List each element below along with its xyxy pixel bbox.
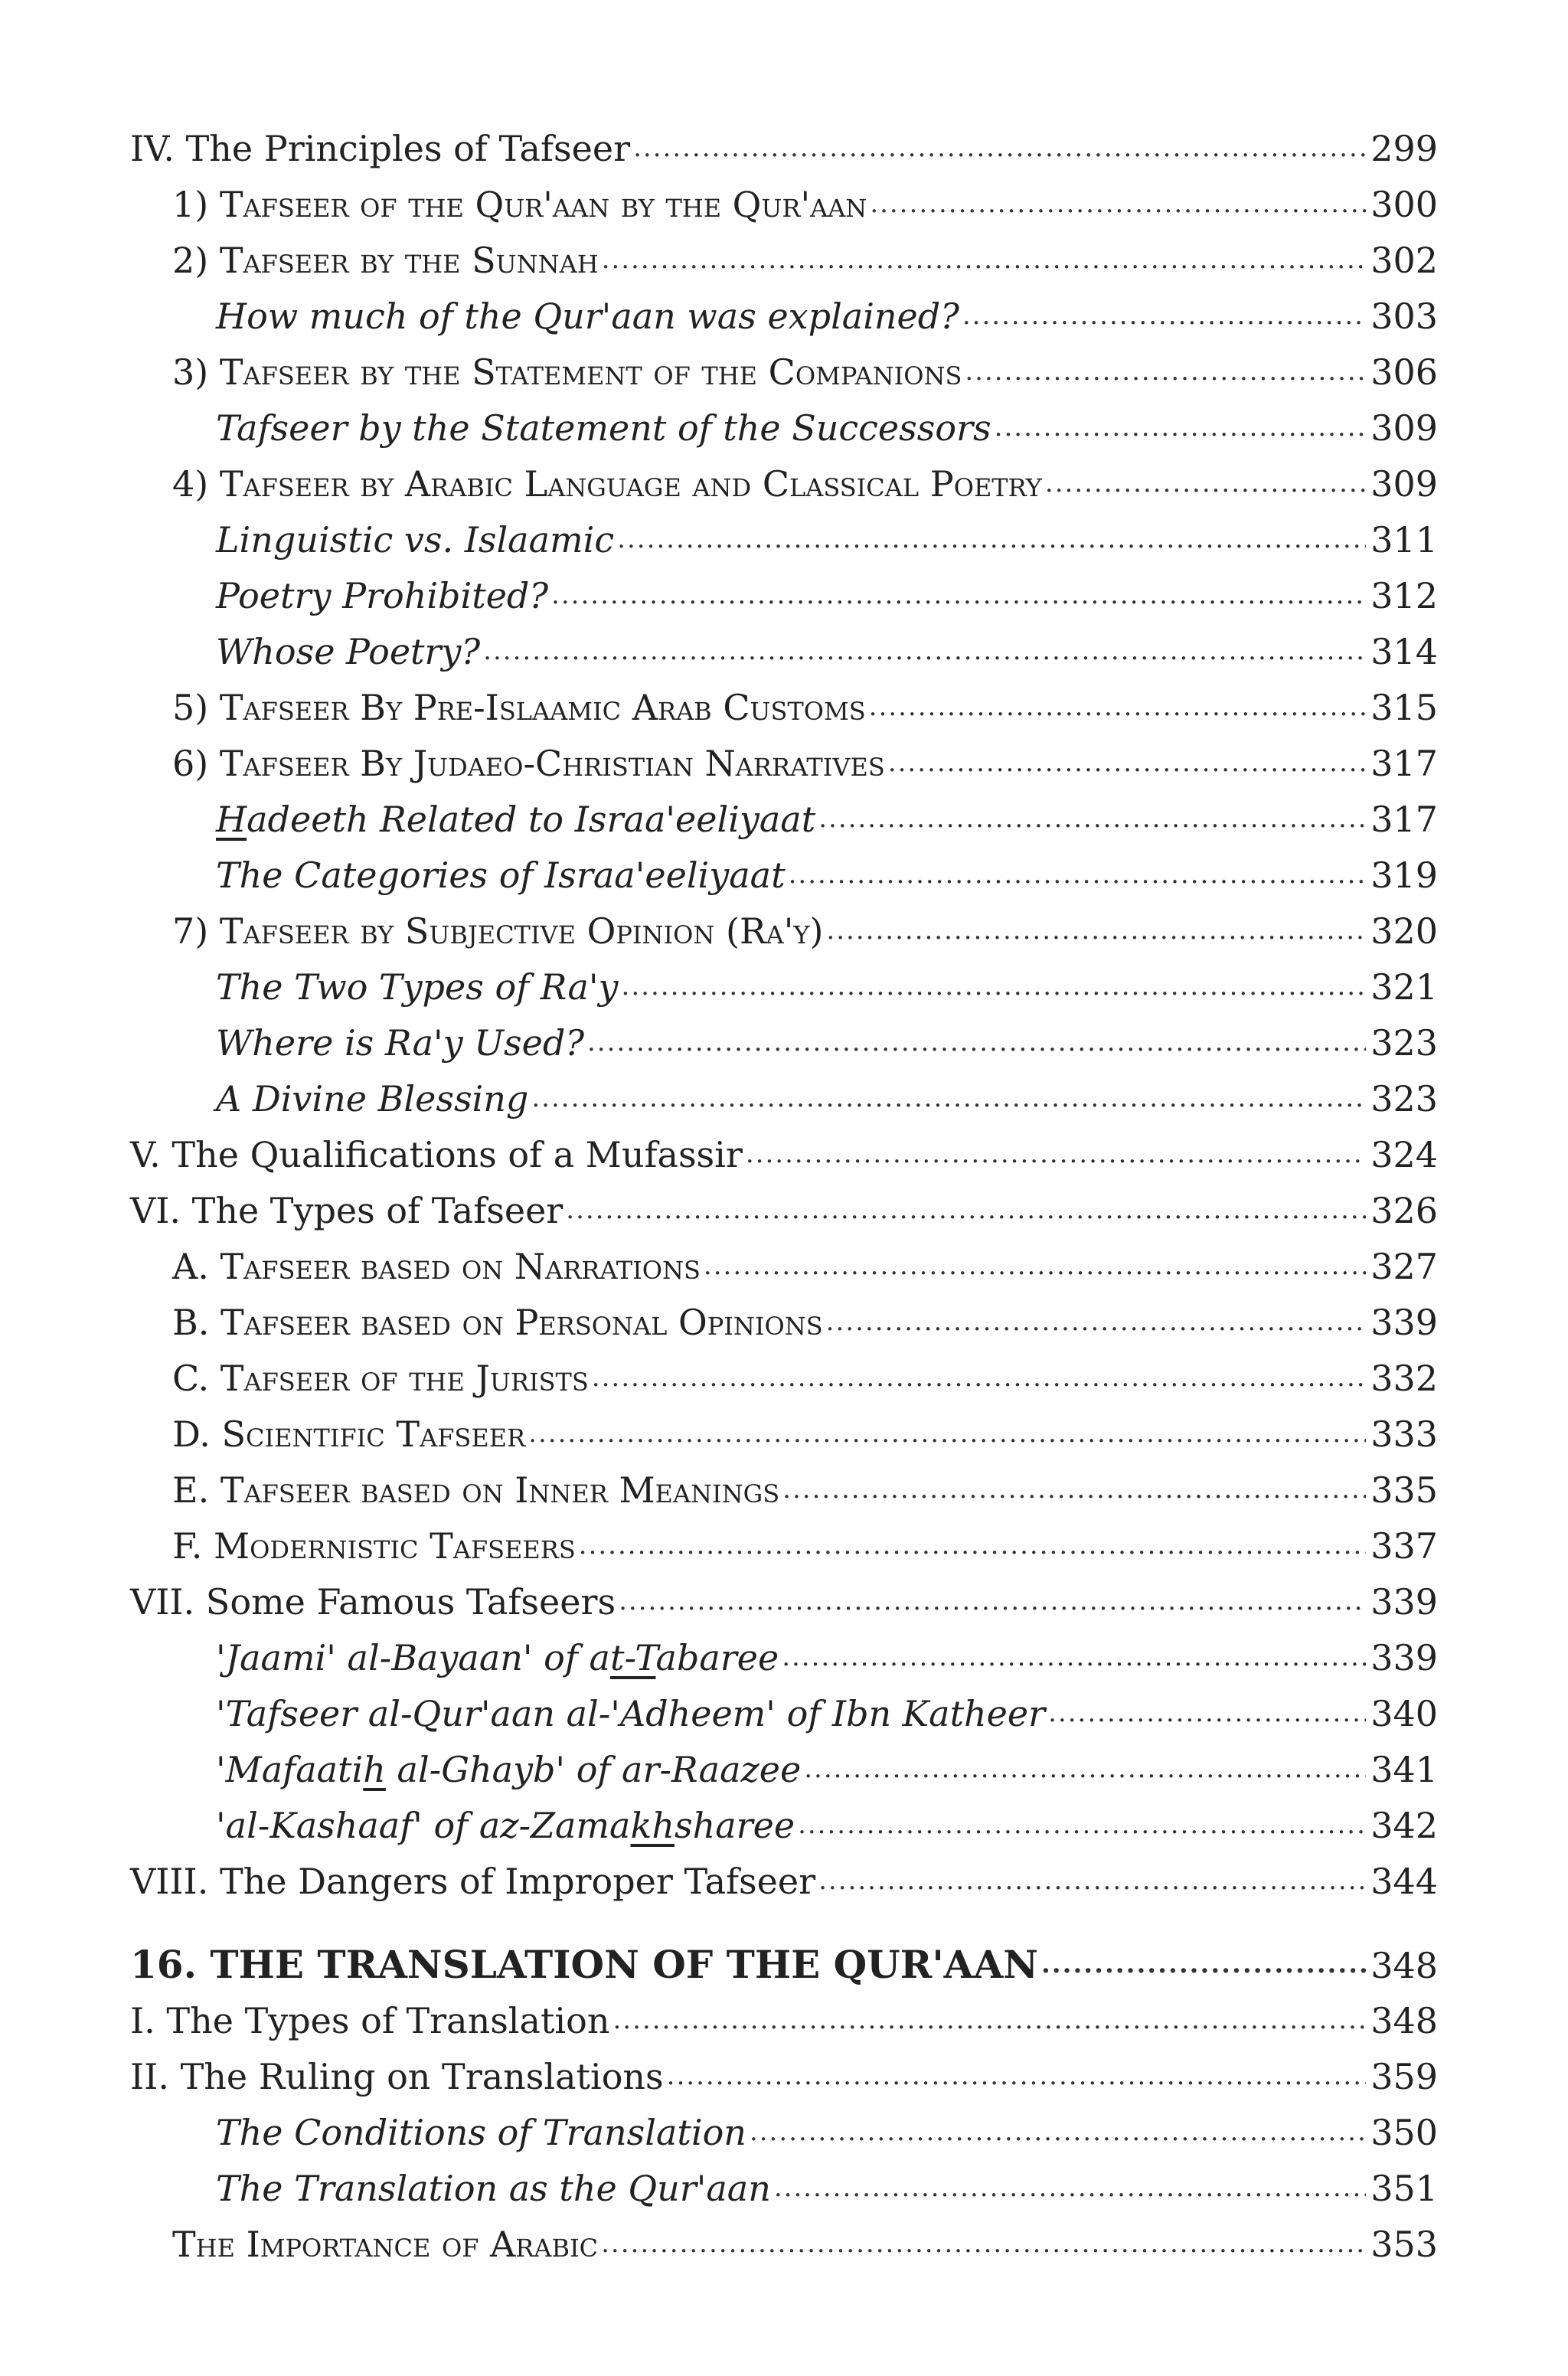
toc-page-number: 320 <box>1370 910 1438 952</box>
toc-entry <box>172 685 1438 730</box>
toc-entry-title <box>216 1635 779 1681</box>
toc-entry-title: Whose Poetry? <box>216 631 481 672</box>
toc-entry-title: IV. The Principles of Tafseer <box>130 128 631 169</box>
toc-entry-title: The Conditions of Translation <box>216 2112 746 2153</box>
toc-page-number: 309 <box>1370 463 1438 505</box>
toc-entry-title: D. Scientific Tafseer <box>172 1414 526 1455</box>
toc-page-number: 344 <box>1370 1861 1438 1902</box>
toc-entry <box>216 964 1438 1010</box>
dot-leader <box>870 191 1366 217</box>
toc-entry-title: 6) Tafseer By Judaeo-Christian Narratives <box>172 743 885 784</box>
dot-leader <box>798 1812 1366 1838</box>
toc-entry-title: F. Modernistic Tafseers <box>172 1525 576 1567</box>
toc-entry-title: 1) Tafseer of the Qur'aan by the Qur'aan <box>172 184 867 225</box>
dot-leader <box>826 1309 1367 1335</box>
dot-leader <box>774 2175 1366 2201</box>
toc-entry-title: B. Tafseer based on Personal Opinions <box>172 1302 823 1343</box>
dot-leader <box>789 861 1367 887</box>
dot-leader <box>746 1141 1366 1167</box>
toc-page-number: 340 <box>1370 1693 1438 1734</box>
toc-entry-title: I. The Types of Translation <box>130 2000 610 2041</box>
toc-entry-title <box>216 1747 801 1793</box>
chapter-title: 16. THE TRANSLATION OF THE QUR'AAN <box>130 1942 1038 1987</box>
toc-page-number: 359 <box>1370 2056 1438 2097</box>
toc-entry-title: Poetry Prohibited? <box>216 575 549 616</box>
toc-page-number: 303 <box>1370 296 1438 337</box>
toc-entry <box>172 740 1438 786</box>
transliteration-underline: H <box>216 799 247 840</box>
toc-entry <box>130 1188 1438 1234</box>
dot-leader <box>750 2119 1366 2145</box>
toc-page-number: 312 <box>1370 575 1438 616</box>
toc-entry <box>216 1020 1438 1066</box>
dot-leader <box>962 302 1366 328</box>
dot-leader <box>704 1253 1366 1279</box>
transliteration-underline: t-T <box>609 1637 656 1678</box>
toc-entry <box>216 1802 1438 1848</box>
dot-leader <box>633 135 1366 161</box>
toc-entry <box>130 1579 1438 1625</box>
toc-entry-title: The Categories of Israa'eeliyaat <box>216 855 786 896</box>
dot-leader <box>782 1476 1366 1502</box>
toc-entry <box>216 629 1438 675</box>
toc-page-number: 348 <box>1370 1945 1438 1986</box>
toc-entry-title: Where is Ra'y Used? <box>216 1022 584 1064</box>
dot-leader <box>1041 1951 1366 1977</box>
toc-entry <box>130 1132 1438 1178</box>
toc-page-number: 319 <box>1370 855 1438 896</box>
toc-page-number: 335 <box>1370 1469 1438 1511</box>
dot-leader <box>592 1364 1366 1391</box>
toc-entry-title: A Divine Blessing <box>216 1078 529 1119</box>
dot-leader <box>826 917 1366 943</box>
toc-entry-title: A. Tafseer based on Narrations <box>172 1246 701 1287</box>
toc-page-number: 353 <box>1370 2224 1438 2265</box>
toc-page-number: 299 <box>1370 128 1438 169</box>
toc-entry <box>130 2054 1438 2100</box>
toc-entry-title: 3) Tafseer by the Statement of the Companions <box>172 351 962 393</box>
title-part: 'al-Kashaaf' of az-Zama <box>216 1805 631 1846</box>
dot-leader <box>579 1532 1366 1558</box>
toc-entry-title: V. The Qualifications of a Mufassir <box>130 1134 743 1175</box>
dot-leader <box>888 750 1366 776</box>
dot-leader <box>869 694 1367 720</box>
toc-entry <box>216 1076 1438 1122</box>
toc-entry <box>130 1858 1438 1904</box>
dot-leader <box>566 1197 1366 1223</box>
toc-entry <box>216 573 1438 619</box>
transliteration-underline: h <box>363 1749 386 1790</box>
table-of-contents <box>0 115 1568 2351</box>
transliteration-underline: kh <box>630 1805 675 1846</box>
toc-entry <box>172 1355 1438 1401</box>
toc-entry <box>216 293 1438 339</box>
toc-entry <box>172 1523 1438 1569</box>
toc-entry-title: The Importance of Arabic <box>172 2224 599 2265</box>
toc-page-number: 337 <box>1370 1525 1438 1567</box>
dot-leader <box>965 358 1366 384</box>
dot-leader <box>622 973 1367 999</box>
toc-page-number: 323 <box>1370 1022 1438 1064</box>
toc-entry-title: 5) Tafseer By Pre-Islaamic Arab Customs <box>172 687 866 728</box>
dot-leader <box>531 1085 1366 1111</box>
toc-page-number: 326 <box>1370 1190 1438 1231</box>
toc-page-number: 314 <box>1370 631 1438 672</box>
toc-page-number: 321 <box>1370 966 1438 1008</box>
title-part: sharee <box>674 1805 795 1846</box>
toc-entry <box>172 349 1438 395</box>
toc-entry <box>216 1747 1438 1793</box>
dot-leader <box>1048 1700 1366 1726</box>
toc-entry <box>172 1467 1438 1513</box>
toc-page-number: 317 <box>1370 799 1438 840</box>
toc-page-number: 300 <box>1370 184 1438 225</box>
toc-entry <box>172 237 1438 283</box>
toc-entry <box>130 1998 1438 2044</box>
toc-entry <box>216 405 1438 451</box>
toc-entry <box>172 1299 1438 1345</box>
title-part: 'Jaami' al-Bayaan' of a <box>216 1637 610 1678</box>
toc-page-number: 311 <box>1370 519 1438 561</box>
toc-page-number: 309 <box>1370 407 1438 449</box>
toc-entry <box>172 1244 1438 1289</box>
toc-entry <box>216 1691 1438 1737</box>
dot-leader <box>619 1588 1366 1614</box>
dot-leader <box>612 2007 1366 2033</box>
dot-leader <box>667 2063 1367 2089</box>
toc-page-number: 339 <box>1370 1581 1438 1623</box>
dot-leader <box>587 1029 1366 1055</box>
toc-entry <box>216 796 1438 842</box>
toc-entry-title: VII. Some Famous Tafseers <box>130 1581 616 1623</box>
toc-entry-title: E. Tafseer based on Inner Meanings <box>172 1469 780 1511</box>
toc-entry-title: C. Tafseer of the Jurists <box>172 1358 589 1399</box>
toc-entry-title: Linguistic vs. Islaamic <box>216 519 615 561</box>
toc-entry-title: Tafseer by the Statement of the Successors <box>216 407 991 449</box>
toc-entry-title: II. The Ruling on Translations <box>130 2056 664 2097</box>
toc-entry-title <box>216 1802 795 1848</box>
toc-entry-title: 'Tafseer al-Qur'aan al-'Adheem' of Ibn Katheer <box>216 1693 1046 1734</box>
toc-page-number: 351 <box>1370 2168 1438 2209</box>
toc-entry <box>172 181 1438 227</box>
dot-leader <box>804 1756 1366 1782</box>
toc-page-number: 302 <box>1370 240 1438 281</box>
toc-entry <box>216 852 1438 898</box>
toc-entry <box>172 908 1438 954</box>
chapter-heading <box>130 1942 1438 1988</box>
toc-page-number: 323 <box>1370 1078 1438 1119</box>
toc-page-number: 350 <box>1370 2112 1438 2153</box>
toc-entry-title: The Translation as the Qur'aan <box>216 2168 771 2209</box>
toc-page-number: 315 <box>1370 687 1438 728</box>
toc-entry <box>172 2221 1438 2267</box>
toc-entry-title: The Two Types of Ra'y <box>216 966 619 1008</box>
toc-page-number: 342 <box>1370 1805 1438 1846</box>
toc-entry-title: VIII. The Dangers of Improper Tafseer <box>130 1861 816 1902</box>
toc-page-number: 327 <box>1370 1246 1438 1287</box>
toc-page-number: 341 <box>1370 1749 1438 1790</box>
toc-entry <box>216 1635 1438 1681</box>
title-part: 'Mafaati <box>216 1749 364 1790</box>
dot-leader <box>528 1420 1366 1446</box>
title-part: adeeth Related to Israa'eeliyaat <box>247 799 816 840</box>
toc-entry-title: 4) Tafseer by Arabic Language and Classical Poetry <box>172 463 1042 505</box>
toc-page-number: 332 <box>1370 1358 1438 1399</box>
toc-entry <box>216 2110 1438 2155</box>
toc-entry-title: 2) Tafseer by the Sunnah <box>172 240 599 281</box>
dot-leader <box>551 582 1366 608</box>
dot-leader <box>483 638 1366 664</box>
toc-page-number: 324 <box>1370 1134 1438 1175</box>
toc-entry <box>216 517 1438 563</box>
toc-entry-title: VI. The Types of Tafseer <box>130 1190 564 1231</box>
dot-leader <box>602 247 1367 273</box>
toc-entry <box>172 1411 1438 1457</box>
dot-leader <box>818 806 1366 832</box>
toc-entry-title: How much of the Qur'aan was explained? <box>216 296 959 337</box>
title-part: al-Ghayb' of ar-Raazee <box>385 1749 802 1790</box>
dot-leader <box>1045 470 1366 496</box>
toc-entry <box>172 461 1438 507</box>
dot-leader <box>617 526 1366 552</box>
toc-entry <box>130 126 1438 172</box>
toc-entry-title: 7) Tafseer by Subjective Opinion (Ra'y) <box>172 910 824 952</box>
toc-page-number: 317 <box>1370 743 1438 784</box>
title-part: abaree <box>655 1637 779 1678</box>
toc-entry-title <box>216 796 815 842</box>
toc-page-number: 348 <box>1370 2000 1438 2041</box>
toc-page-number: 333 <box>1370 1414 1438 1455</box>
dot-leader <box>601 2231 1366 2257</box>
dot-leader <box>782 1644 1366 1670</box>
toc-entry <box>216 2165 1438 2211</box>
dot-leader <box>818 1868 1366 1894</box>
toc-page-number: 339 <box>1370 1637 1438 1678</box>
toc-page-number: 306 <box>1370 351 1438 393</box>
toc-page-number: 339 <box>1370 1302 1438 1343</box>
dot-leader <box>995 414 1367 440</box>
